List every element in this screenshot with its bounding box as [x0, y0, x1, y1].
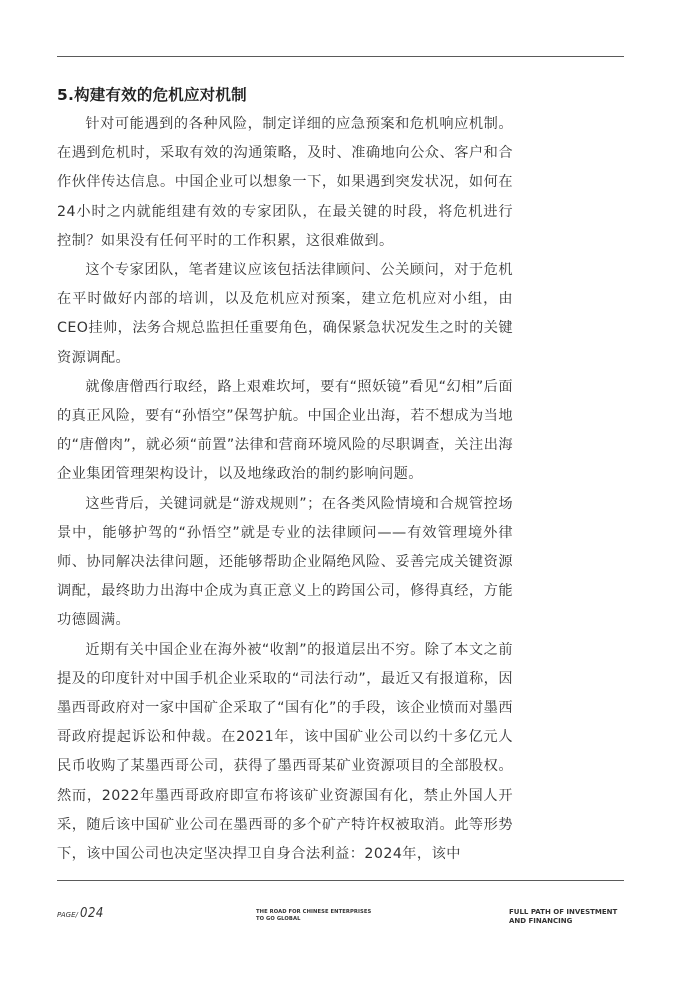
paragraph-5: 近期有关中国企业在海外被“收割”的报道层出不穷。除了本文之前提及的印度针对中国手机企业采取的“司法行动”，最近又有报道称，因墨西哥政府对一家中国矿企采取了“国有化”的手段，该企业愤而对墨西哥政府提起诉讼和仲裁。在2021年，该中国矿业公司以约十多亿元人民币收购了某墨西哥公司，获得了墨西哥某矿业资源项目的全部股权。然而，2022年墨西哥政府即宣布将该矿业资源国有化，禁止外国人开采，随后该中国矿业公司在墨西哥的多个矿产特许权被取消。此等形势下，该中国公司也决定坚决捍卫自身合法利益：2024年，该中	[57, 641, 513, 863]
page-label: PAGE/	[57, 911, 78, 919]
paragraph-2: 这个专家团队，笔者建议应该包括法律顾问、公关顾问，对于危机在平时做好内部的培训，以及危机应对预案，建立危机应对小组，由CEO挂帅，法务合规总监担任重要角色，确保紧急状况发生之时的关键资源调配。	[57, 262, 513, 366]
footer-series-line-1: THE ROAD FOR CHINESE ENTERPRISES	[256, 909, 372, 915]
footer-book-title	[509, 908, 629, 926]
footer-book-line-1: FULL PATH OF INVESTMENT	[509, 908, 618, 916]
paragraph-3: 就像唐僧西行取经，路上艰难坎坷，要有“照妖镜”看见“幻相”后面的真正风险，要有“孙悟空”保驾护航。中国企业出海，若不想成为当地的“唐僧肉”，就必须“前置”法律和营商环境风险的尽职调查，关注出海企业集团管理架构设计，以及地缘政治的制约影响问题。	[57, 378, 513, 483]
footer-book-line-2: AND FINANCING	[509, 917, 573, 925]
bottom-divider	[57, 880, 624, 881]
top-divider	[57, 56, 624, 57]
footer-series-title	[256, 909, 406, 923]
page-number: 024	[80, 906, 104, 921]
page-footer	[57, 906, 624, 936]
footer-series-line-2: TO GO GLOBAL	[256, 916, 301, 922]
paragraph-4: 这些背后，关键词就是“游戏规则”；在各类风险情境和合规管控场景中，能够护驾的“孙悟空”就是专业的法律顾问——有效管理境外律师、协同解决法律问题，还能够帮助企业隔绝风险、妥善完成关键资源调配，最终助力出海中企成为真正意义上的跨国公司，修得真经，方能功德圆满。	[57, 495, 513, 629]
article-body	[57, 84, 513, 869]
section-heading: 5.构建有效的危机应对机制	[57, 86, 247, 104]
paragraph-1: 针对可能遇到的各种风险，制定详细的应急预案和危机响应机制。在遇到危机时，采取有效的沟通策略，及时、准确地向公众、客户和合作伙伴传达信息。中国企业可以想象一下，如果遇到突发状况，如何在24小时之内就能组建有效的专家团队，在最关键的时段，将危机进行控制？如果没有任何平时的工作积累，这很难做到。	[57, 116, 513, 249]
